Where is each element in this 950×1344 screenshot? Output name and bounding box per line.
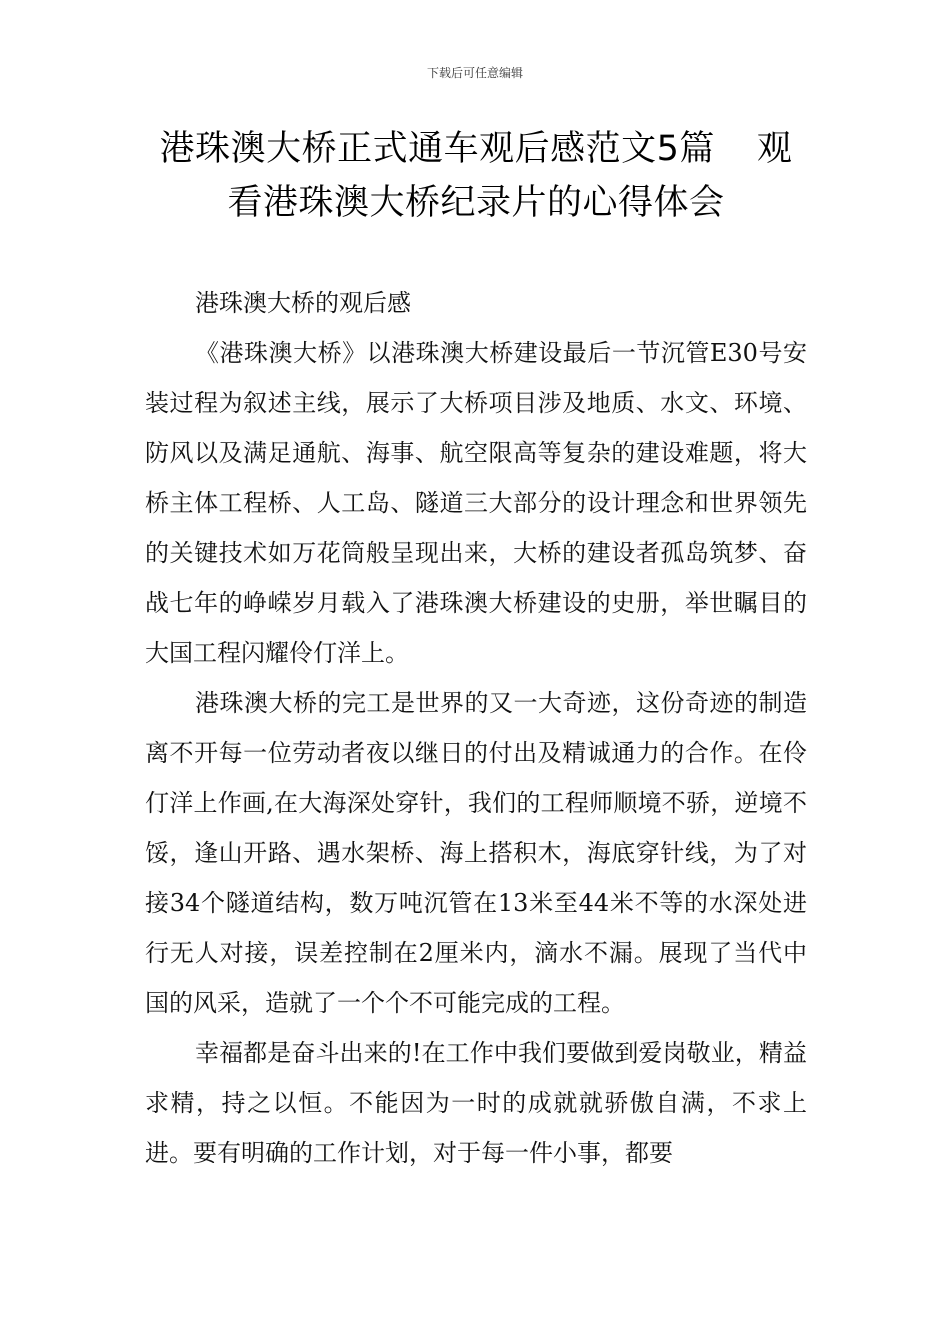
document-title xyxy=(145,122,807,230)
paragraph-2: 港珠澳大桥的完工是世界的又一大奇迹，这份奇迹的制造离不开每一位劳动者夜以继日的付出及精诚通力的合作。在伶仃洋上作画,在大海深处穿针，我们的工程师顺境不骄，逆境不馁，逢山开路、遇水架桥、海上搭积木，海底穿针线，为了对接34个隧道结构，数万吨沉管在13米至44米不等的水深处进行无人对接，误差控制在2厘米内，滴水不漏。展现了当代中国的风采，造就了一个个不可能完成的工程。 xyxy=(145,689,807,1017)
title-part-2: 观看港珠澳大桥纪录片的心得体会 xyxy=(227,129,793,223)
paragraph-1: 《港珠澳大桥》以港珠澳大桥建设最后一节沉管E30号安装过程为叙述主线，展示了大桥项目涉及地质、水文、环境、防风以及满足通航、海事、航空限高等复杂的建设难题，将大桥主体工程桥、人工岛、隧道三大部分的设计理念和世界领先的关键技术如万花筒般呈现出来，大桥的建设者孤岛筑梦、奋战七年的峥嵘岁月载入了港珠澳大桥建设的史册，举世瞩目的大国工程闪耀伶仃洋上。 xyxy=(145,339,807,667)
section-heading: 港珠澳大桥的观后感 xyxy=(195,289,411,317)
title-part-1: 港珠澳大桥正式通车观后感范文5篇 xyxy=(159,129,715,169)
header-note: 下载后可任意编辑 xyxy=(426,66,523,80)
document-body xyxy=(145,278,807,1178)
paragraph-3: 幸福都是奋斗出来的!在工作中我们要做到爱岗敬业，精益求精，持之以恒。不能因为一时的成就就骄傲自满，不求上进。要有明确的工作计划，对于每一件小事，都要 xyxy=(145,1039,807,1167)
